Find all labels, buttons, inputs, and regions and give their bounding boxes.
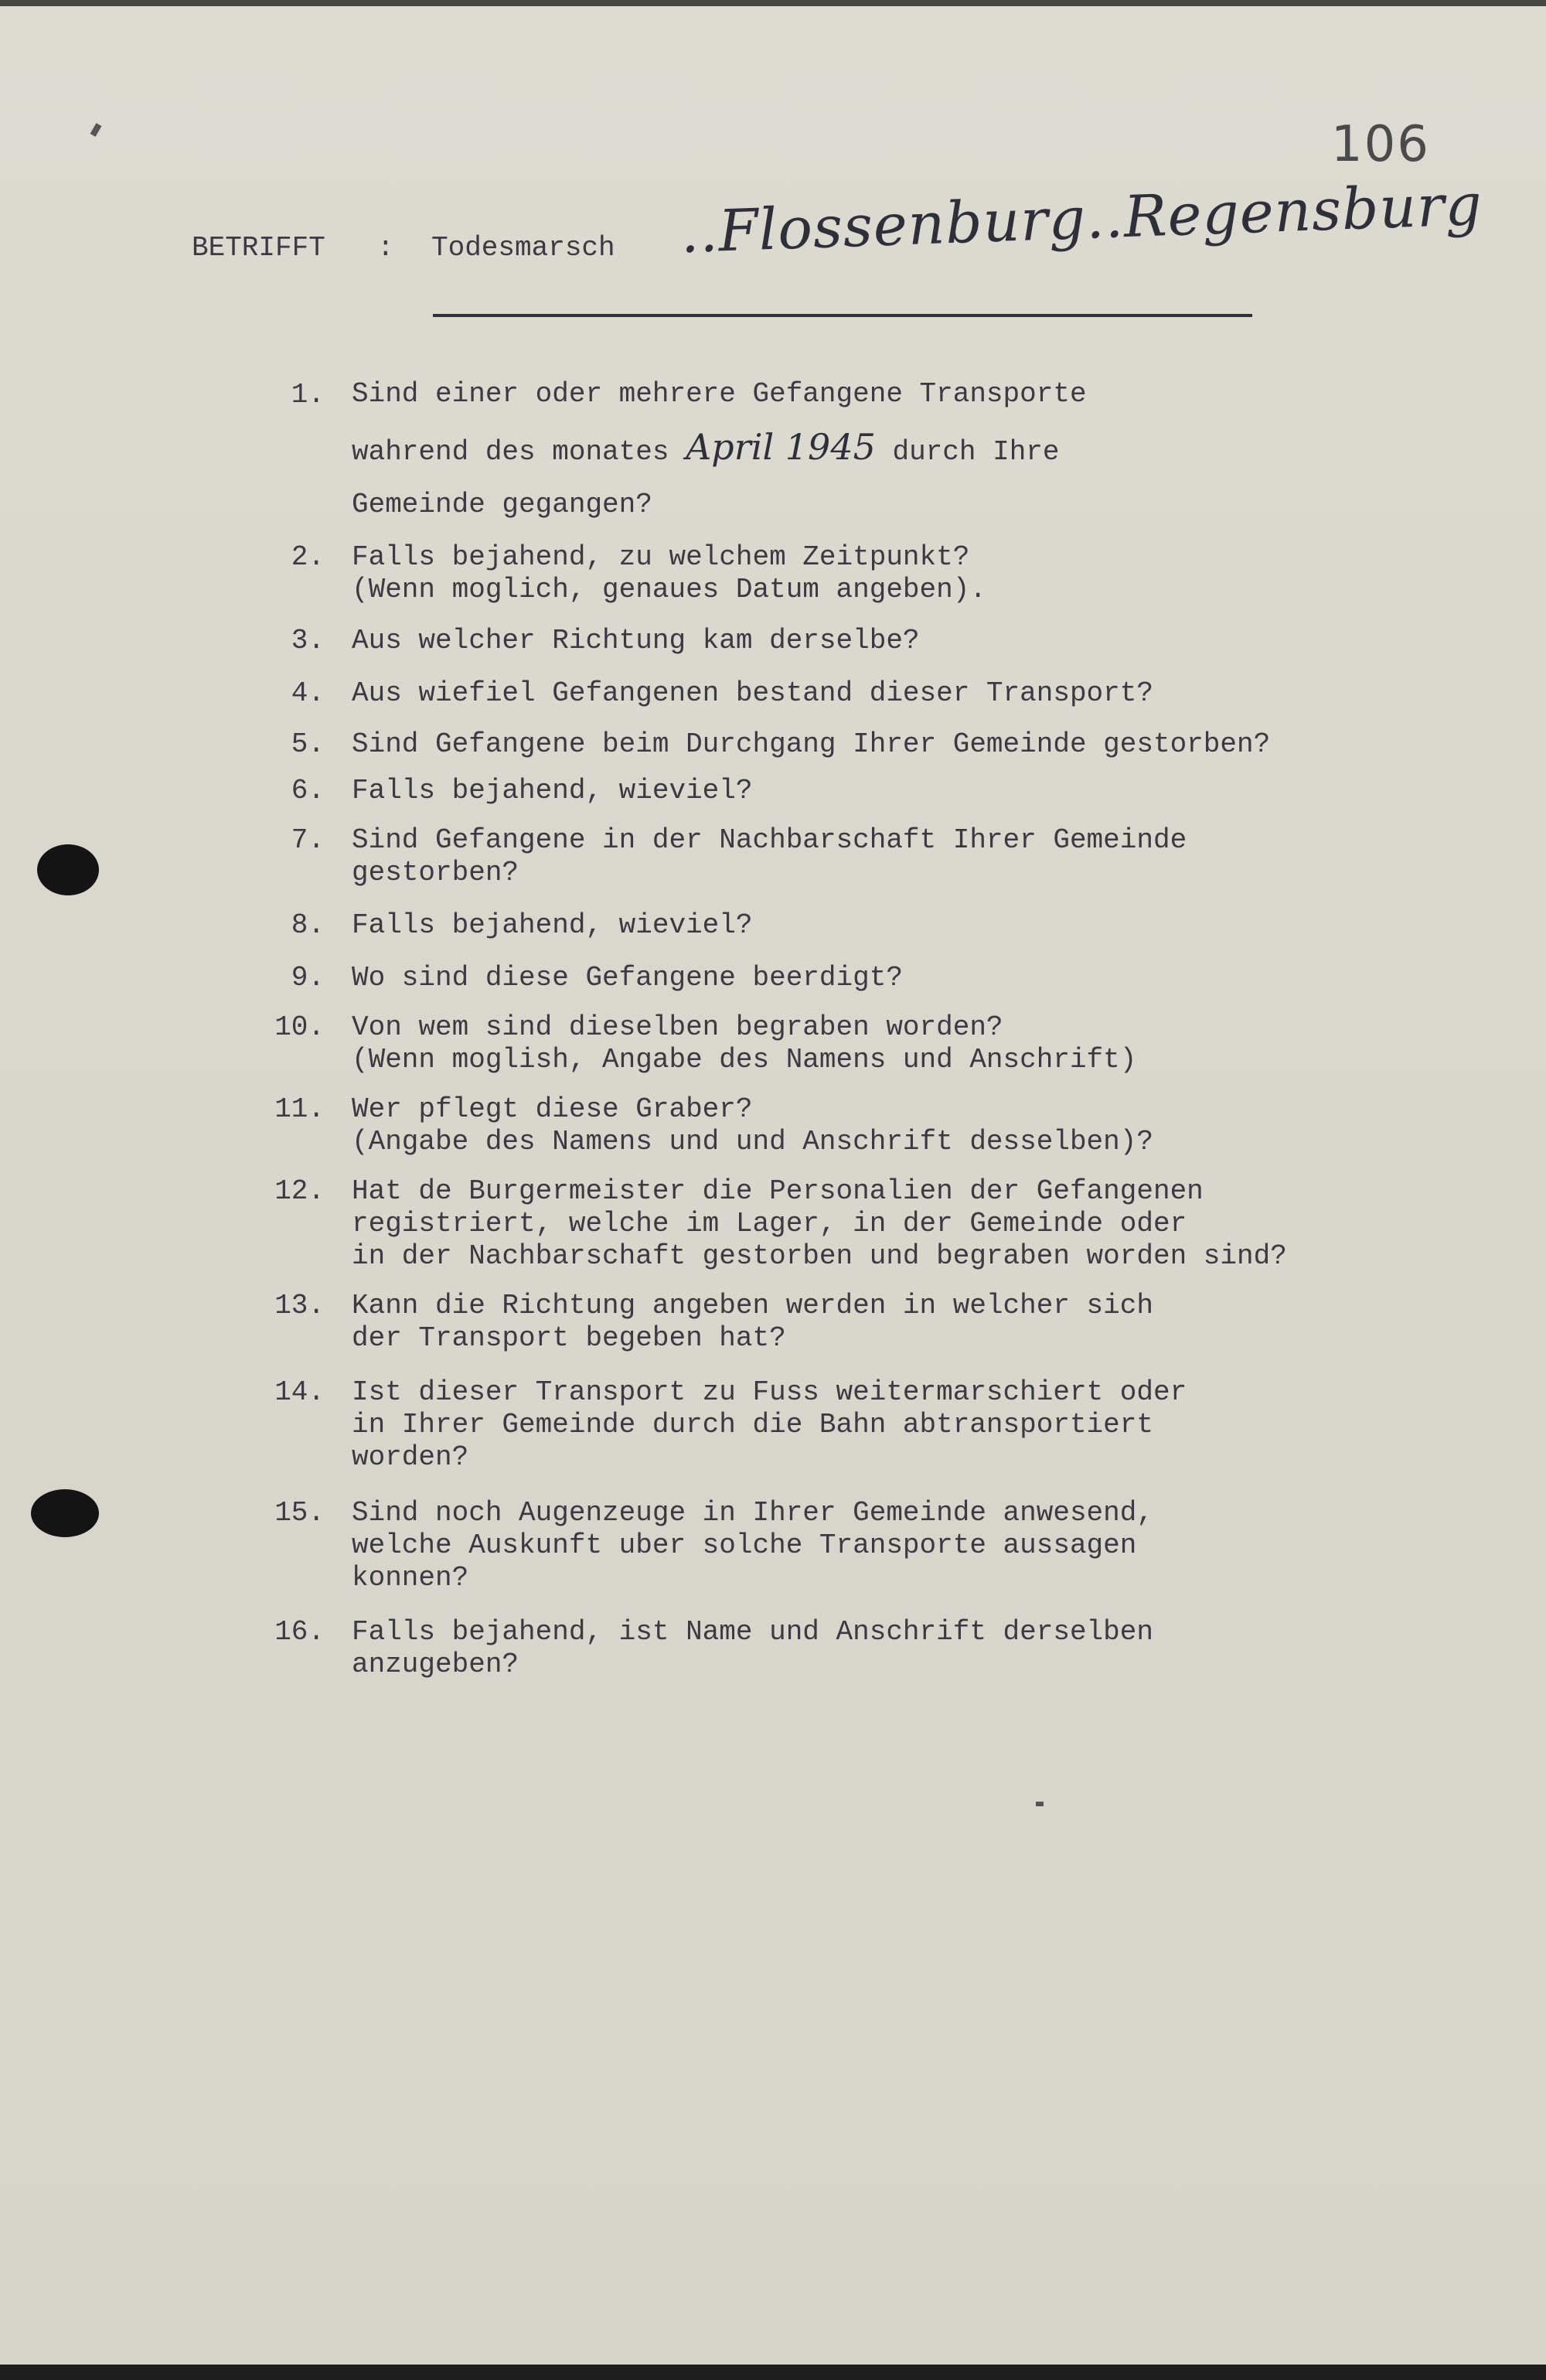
- question-text: Wer pflegt diese Graber? (Angabe des Namens und und Anschrift desselben)?: [352, 1093, 1153, 1158]
- question-number: 7.: [291, 824, 325, 856]
- question-text: Hat de Burgermeister die Personalien der Gefangenen registriert, welche im Lager, in der Gemeinde oder in der Nachbarschaft gestorben und begraben worden sind?: [352, 1175, 1287, 1272]
- question-number: 5.: [291, 728, 325, 760]
- question-text: Ist dieser Transport zu Fuss weitermarschiert oder in Ihrer Gemeinde durch die Bahn abtransportiert worden?: [352, 1376, 1187, 1473]
- question-text: Aus welcher Richtung kam derselbe?: [352, 625, 920, 656]
- question-text: Falls bejahend, wieviel?: [352, 775, 753, 806]
- question-text: Aus wiefiel Gefangenen bestand dieser Transport?: [352, 677, 1153, 709]
- question-text-before: Sind einer oder mehrere Gefangene Transporte wahrend des monates: [352, 378, 1087, 468]
- question-text: Von wem sind dieselben begraben worden? (Wenn moglish, Angabe des Namens und Anschrift): [352, 1011, 1137, 1076]
- question-number: 8.: [291, 909, 325, 941]
- page-number: 106: [1330, 116, 1430, 173]
- handwritten-route: ..Flossenburg..Regensburg: [679, 171, 1484, 267]
- ink-speck: [90, 123, 102, 137]
- question-text: Sind Gefangene in der Nachbarschaft Ihrer Gemeinde gestorben?: [352, 824, 1187, 888]
- scan-top-edge: [0, 0, 1546, 6]
- punch-hole: [37, 844, 99, 895]
- question-number: 4.: [291, 677, 325, 709]
- question-number: 12.: [274, 1175, 325, 1207]
- question-number: 14.: [274, 1376, 325, 1408]
- subject-label: BETRIFFT: [192, 232, 325, 264]
- scan-bottom-edge: [0, 2365, 1546, 2380]
- question-text: Falls bejahend, wieviel?: [352, 909, 753, 941]
- question-number: 1.: [291, 379, 325, 411]
- subject-line: [192, 232, 615, 264]
- subject-underline: [433, 314, 1252, 317]
- question-number: 13.: [274, 1290, 325, 1321]
- question-text: Kann die Richtung angeben werden in welcher sich der Transport begeben hat?: [352, 1290, 1153, 1354]
- question-text: Falls bejahend, ist Name und Anschrift derselben anzugeben?: [352, 1616, 1153, 1680]
- question-number: 3.: [291, 625, 325, 656]
- question-text: [352, 368, 1465, 531]
- question-number: 10.: [274, 1011, 325, 1043]
- question-text: Falls bejahend, zu welchem Zeitpunkt? (Wenn moglich, genaues Datum angeben).: [352, 541, 986, 605]
- question-number: 15.: [274, 1497, 325, 1529]
- question-text: Sind Gefangene beim Durchgang Ihrer Gemeinde gestorben?: [352, 728, 1271, 760]
- question-number: 2.: [291, 541, 325, 573]
- question-text: Wo sind diese Gefangene beerdigt?: [352, 962, 903, 994]
- ink-speck: [1036, 1802, 1044, 1806]
- question-number: 16.: [274, 1616, 325, 1648]
- question-number: 9.: [291, 962, 325, 994]
- handwritten-date: April 1945: [686, 426, 876, 468]
- question-number: 11.: [274, 1093, 325, 1125]
- question-text-after: durch Ihre Gemeinde gegangen?: [352, 436, 1060, 520]
- punch-hole: [31, 1489, 99, 1537]
- question-number: 6.: [291, 775, 325, 806]
- subject-title: Todesmarsch: [431, 232, 615, 264]
- question-text: Sind noch Augenzeuge in Ihrer Gemeinde anwesend, welche Auskunft uber solche Transporte aussagen konnen?: [352, 1497, 1153, 1594]
- subject-separator: :: [377, 232, 394, 264]
